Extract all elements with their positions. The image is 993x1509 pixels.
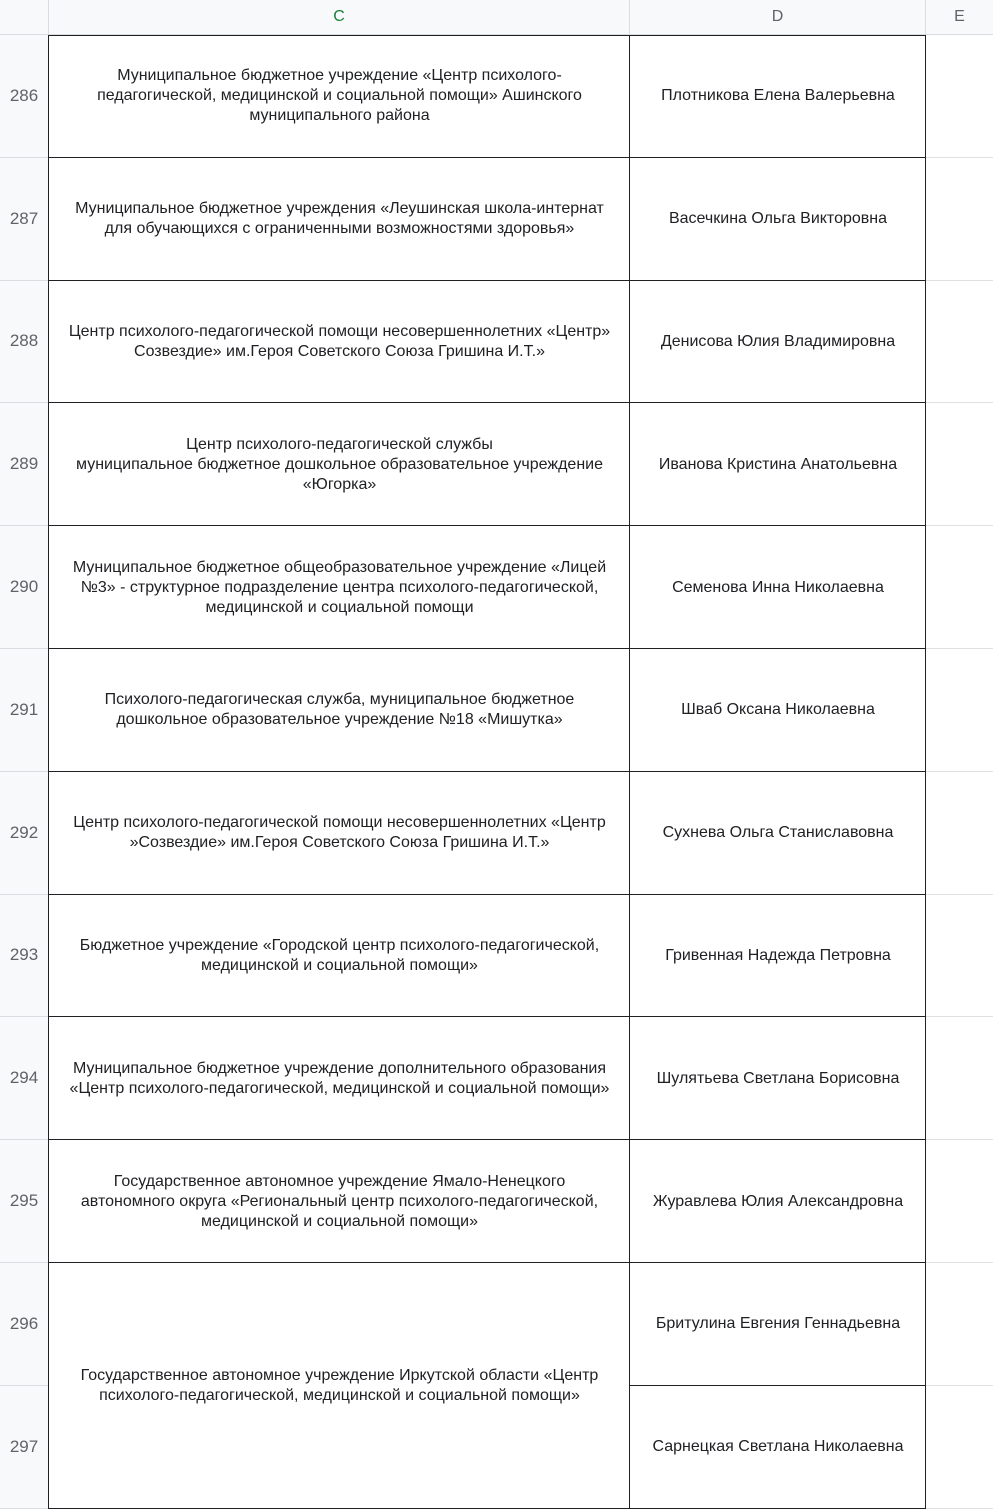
person-name: Васечкина Ольга Викторовна: [668, 210, 888, 228]
grid-line-c-d: [629, 35, 630, 1509]
person-cell[interactable]: [630, 1386, 926, 1509]
person-name: Плотникова Елена Валерьевна: [661, 87, 895, 105]
organization-text: Центр психолого-педагогической помощи несовершеннолетних «Центр» Созвездие» им.Героя Советского Союза Гришина И.Т.»: [68, 322, 611, 360]
empty-cell-e[interactable]: [926, 526, 993, 649]
person-name: Шулятьева Светлана Борисовна: [656, 1069, 900, 1087]
empty-cell-e[interactable]: [926, 35, 993, 158]
organization-cell[interactable]: [49, 1140, 630, 1263]
organization-cell[interactable]: [49, 403, 630, 526]
person-cell[interactable]: [630, 1017, 926, 1140]
organization-cell[interactable]: [49, 1017, 630, 1140]
row-header-corner: [0, 0, 49, 34]
empty-cell-e[interactable]: [926, 1140, 993, 1263]
organization-text: Муниципальное бюджетное учреждения «Леушинская школа-интернат для обучающихся с ограниченными возможностями здоровья»: [75, 200, 604, 238]
row-header[interactable]: 294: [0, 1017, 49, 1140]
row-header[interactable]: 293: [0, 895, 49, 1018]
empty-cell-e[interactable]: [926, 1017, 993, 1140]
row-header[interactable]: 287: [0, 158, 49, 281]
row-header[interactable]: 295: [0, 1140, 49, 1263]
organization-cell[interactable]: [49, 772, 630, 895]
person-cell[interactable]: [630, 35, 926, 158]
empty-cell-e[interactable]: [926, 649, 993, 772]
person-name: Бритулина Евгения Геннадьевна: [655, 1315, 901, 1333]
empty-cell-e[interactable]: [926, 895, 993, 1018]
person-name: Гривенная Надежда Петровна: [665, 946, 891, 964]
person-name: Семенова Инна Николаевна: [672, 578, 884, 596]
organization-text: Муниципальное бюджетное общеобразовательное учреждение «Лицей №3» - структурное подразделение центра психолого-педагогической, медицинской и социальной помощи: [72, 558, 607, 616]
organization-cell[interactable]: [49, 158, 630, 281]
person-name: Сарнецкая Светлана Николаевна: [652, 1438, 904, 1456]
organization-text: Государственное автономное учреждение Ямало-Ненецкого автономного округа «Региональный центр психолого-педагогической, медицинской и социальной помощи»: [80, 1172, 599, 1230]
organization-cell[interactable]: [49, 35, 630, 158]
grid-line-left: [48, 35, 49, 1509]
row-header[interactable]: 291: [0, 649, 49, 772]
organization-text: Бюджетное учреждение «Городской центр психолого-педагогической, медицинской и социальной помощи»: [79, 936, 600, 974]
person-cell[interactable]: [630, 158, 926, 281]
column-header-c[interactable]: C: [49, 0, 630, 34]
row-header[interactable]: 292: [0, 772, 49, 895]
organization-text: Муниципальное бюджетное учреждение дополнительного образования «Центр психолого-педагогической, медицинской и социальной помощи»: [69, 1059, 610, 1097]
organization-cell[interactable]: [49, 895, 630, 1018]
organization-cell[interactable]: [49, 1263, 630, 1509]
person-cell[interactable]: [630, 1263, 926, 1386]
person-cell[interactable]: [630, 526, 926, 649]
grid-line: [49, 1508, 926, 1509]
person-cell[interactable]: [630, 649, 926, 772]
organization-text: Центр психолого-педагогической службы муниципальное бюджетное дошкольное образовательное учреждение «Югорка»: [76, 435, 603, 493]
empty-cell-e[interactable]: [926, 281, 993, 404]
empty-cell-e[interactable]: [926, 1386, 993, 1509]
person-cell[interactable]: [630, 281, 926, 404]
person-cell[interactable]: [630, 1140, 926, 1263]
row-header[interactable]: 286: [0, 35, 49, 158]
row-header[interactable]: 297: [0, 1386, 49, 1509]
column-header-d[interactable]: D: [630, 0, 926, 34]
grid-line-d-e: [925, 35, 926, 1509]
person-name: Сухнева Ольга Станиславовна: [662, 824, 894, 842]
row-header[interactable]: 288: [0, 281, 49, 404]
person-cell[interactable]: [630, 895, 926, 1018]
grid-line: [926, 1508, 993, 1509]
column-header-row: [0, 0, 993, 35]
row-header[interactable]: 290: [0, 526, 49, 649]
organization-text: Муниципальное бюджетное учреждение «Центр психолого- педагогической, медицинской и социальной помощи» Ашинского муниципального района: [97, 67, 582, 125]
person-name: Журавлева Юлия Александровна: [652, 1192, 904, 1210]
organization-cell[interactable]: [49, 649, 630, 772]
empty-cell-e[interactable]: [926, 158, 993, 281]
organization-cell[interactable]: [49, 526, 630, 649]
person-name: Шваб Оксана Николаевна: [681, 701, 875, 719]
row-header[interactable]: 289: [0, 403, 49, 526]
person-cell[interactable]: [630, 772, 926, 895]
person-cell[interactable]: [630, 403, 926, 526]
grid-line: [49, 35, 926, 36]
empty-cell-e[interactable]: [926, 772, 993, 895]
empty-cell-e[interactable]: [926, 1263, 993, 1386]
organization-text: Государственное автономное учреждение Иркутской области «Центр психолого-педагогической, медицинской и социальной помощи»: [80, 1366, 599, 1404]
person-name: Денисова Юлия Владимировна: [660, 332, 896, 350]
row-header[interactable]: 296: [0, 1263, 49, 1386]
column-header-e[interactable]: E: [954, 8, 965, 25]
organization-cell[interactable]: [49, 281, 630, 404]
person-name: Иванова Кристина Анатольевна: [658, 455, 898, 473]
organization-text: Психолого-педагогическая служба, муниципальное бюджетное дошкольное образовательное учреждение №18 «Мишутка»: [104, 691, 575, 729]
organization-text: Центр психолого-педагогической помощи несовершеннолетних «Центр »Созвездие» им.Героя Советского Союза Гришина И.Т.»: [73, 814, 606, 852]
empty-cell-e[interactable]: [926, 403, 993, 526]
